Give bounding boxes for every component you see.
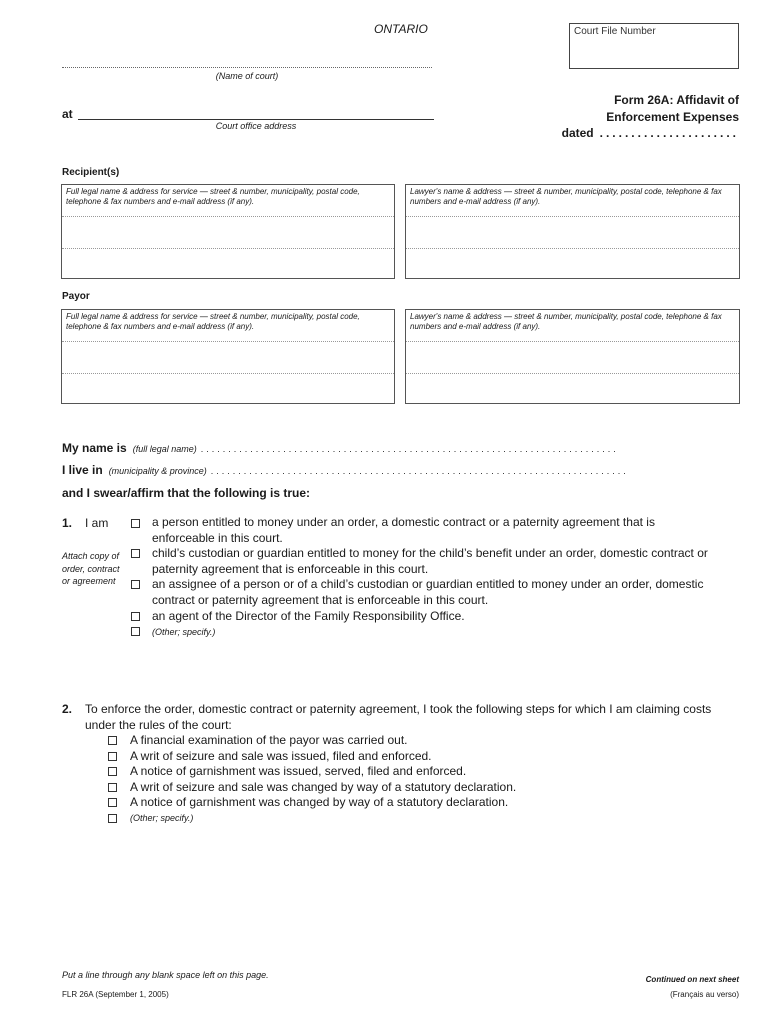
i-live-in-label: I live in bbox=[62, 463, 103, 477]
para1-option-line: paternity agreement that is enforceable in this court. bbox=[152, 561, 429, 576]
para1-option-other: (Other; specify.) bbox=[152, 627, 216, 637]
recipient-party-row bbox=[62, 216, 394, 217]
form-code: FLR 26A (September 1, 2005) bbox=[62, 990, 169, 999]
continued-note: Continued on next sheet bbox=[645, 975, 739, 984]
swear-statement: and I swear/affirm that the following is true: bbox=[62, 486, 311, 500]
form-title-line1: Form 26A: Affidavit of bbox=[614, 93, 739, 107]
para1-option-line: enforceable in this court. bbox=[152, 530, 283, 545]
para1-option-line: a person entitled to money under an order, a domestic contract or a paternity agreement that is bbox=[152, 515, 655, 529]
recipients-label: Recipient(s) bbox=[62, 167, 120, 178]
i-live-in-dots: ............................................................................ bbox=[210, 466, 629, 476]
payor-party-hint: Full legal name & address for service — street & number, municipality, postal code, telephone & fax numbers and e-mail address (if any). bbox=[66, 312, 360, 331]
dated-field[interactable] bbox=[562, 126, 739, 140]
recipient-lawyer-row bbox=[406, 248, 739, 249]
recipient-lawyer-row bbox=[406, 216, 739, 217]
para2-intro bbox=[85, 702, 711, 733]
court-file-number-field[interactable] bbox=[569, 23, 739, 69]
i-live-in-hint: (municipality & province) bbox=[108, 466, 207, 476]
form-title-line2: Enforcement Expenses bbox=[606, 110, 739, 124]
para2-number: 2. bbox=[62, 702, 73, 716]
payor-party-row bbox=[62, 341, 394, 342]
recipient-party-box[interactable] bbox=[61, 184, 395, 279]
dated-dots: ...................... bbox=[599, 126, 739, 140]
para1-checkbox-agent[interactable] bbox=[131, 612, 140, 621]
para1-checkbox-assignee[interactable] bbox=[131, 580, 140, 589]
at-label: at bbox=[62, 107, 73, 121]
court-file-number-label: Court File Number bbox=[574, 26, 656, 37]
para1-option-line: an assignee of a person or of a child’s custodian or guardian entitled to money under an order, domestic bbox=[152, 577, 704, 591]
blank-space-note: Put a line through any blank space left on this page. bbox=[62, 970, 269, 980]
dated-label: dated bbox=[561, 126, 594, 140]
para1-option-entitled-person bbox=[152, 515, 655, 546]
name-of-court-line[interactable] bbox=[62, 67, 432, 68]
my-name-dots: ............................................................................ bbox=[200, 444, 619, 454]
court-office-address-caption: Court office address bbox=[215, 121, 297, 131]
para2-step-writ-issued: A writ of seizure and sale was issued, filed and enforced. bbox=[130, 749, 432, 763]
recipient-lawyer-hint: Lawyer's name & address — street & number, municipality, postal code, telephone & fax numbers and e-mail address (if any). bbox=[410, 187, 722, 206]
payor-lawyer-box[interactable] bbox=[405, 309, 740, 404]
para1-option-line: contract or paternity agreement that is enforceable in this court. bbox=[152, 592, 489, 607]
payor-lawyer-row bbox=[406, 373, 739, 374]
court-office-address-line[interactable] bbox=[78, 119, 434, 120]
my-name-field[interactable] bbox=[62, 441, 619, 455]
para2-checkbox-writ-issued[interactable] bbox=[108, 752, 117, 761]
i-live-in-field[interactable] bbox=[62, 463, 629, 477]
payor-party-box[interactable] bbox=[61, 309, 395, 404]
payor-party-row bbox=[62, 373, 394, 374]
para2-step-garnishment-changed: A notice of garnishment was changed by way of a statutory declaration. bbox=[130, 795, 509, 809]
para2-step-garnishment-issued: A notice of garnishment was issued, served, filed and enforced. bbox=[130, 764, 467, 778]
para2-checkbox-other[interactable] bbox=[108, 814, 117, 823]
para1-option-custodian bbox=[152, 546, 708, 577]
para2-intro-line: To enforce the order, domestic contract or paternity agreement, I took the following steps for which I am claiming costs bbox=[85, 702, 712, 716]
para1-option-assignee bbox=[152, 577, 703, 608]
jurisdiction-title: ONTARIO bbox=[374, 22, 428, 36]
para2-intro-line: under the rules of the court: bbox=[85, 717, 232, 732]
para1-number: 1. bbox=[62, 516, 73, 530]
para2-step-other: (Other; specify.) bbox=[130, 813, 194, 823]
my-name-hint: (full legal name) bbox=[132, 444, 197, 454]
para2-step-financial-examination: A financial examination of the payor was carried out. bbox=[130, 733, 408, 747]
para2-step-writ-changed: A writ of seizure and sale was changed by way of a statutory declaration. bbox=[130, 780, 517, 794]
recipient-party-row bbox=[62, 248, 394, 249]
payor-label: Payor bbox=[62, 291, 90, 302]
attach-copy-note: Attach copy of order, contract or agreement bbox=[62, 551, 120, 586]
para2-checkbox-garnishment-changed[interactable] bbox=[108, 798, 117, 807]
french-version-note: (Français au verso) bbox=[670, 990, 739, 999]
payor-lawyer-hint: Lawyer's name & address — street & number, municipality, postal code, telephone & fax numbers and e-mail address (if any). bbox=[410, 312, 722, 331]
recipient-party-hint: Full legal name & address for service — street & number, municipality, postal code, telephone & fax numbers and e-mail address (if any). bbox=[66, 187, 360, 206]
para2-checkbox-writ-changed[interactable] bbox=[108, 783, 117, 792]
para1-lead: I am bbox=[85, 516, 109, 530]
para1-checkbox-custodian[interactable] bbox=[131, 549, 140, 558]
para1-option-agent: an agent of the Director of the Family Responsibility Office. bbox=[152, 609, 465, 623]
para1-checkbox-entitled-person[interactable] bbox=[131, 519, 140, 528]
para2-checkbox-financial-examination[interactable] bbox=[108, 736, 117, 745]
recipient-lawyer-box[interactable] bbox=[405, 184, 740, 279]
form-title bbox=[606, 92, 739, 126]
para2-checkbox-garnishment-issued[interactable] bbox=[108, 767, 117, 776]
para1-option-line: child’s custodian or guardian entitled to money for the child’s benefit under an order, domestic contract or bbox=[152, 546, 708, 560]
my-name-label: My name is bbox=[62, 441, 127, 455]
para1-checkbox-other[interactable] bbox=[131, 627, 140, 636]
payor-lawyer-row bbox=[406, 341, 739, 342]
name-of-court-caption: (Name of court) bbox=[215, 71, 279, 81]
